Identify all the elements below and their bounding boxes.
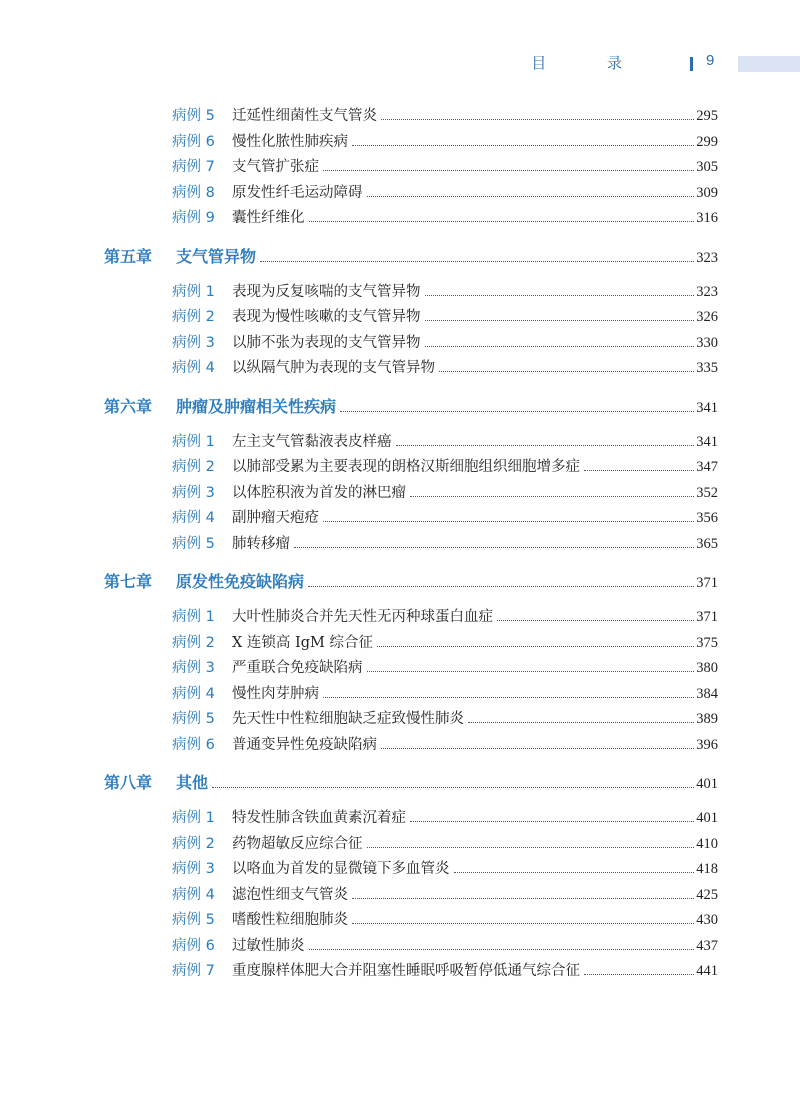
page-ref: 316: [696, 210, 718, 226]
page-ref: 295: [696, 108, 718, 124]
case-title: X 连锁高 IgM 综合征: [232, 634, 374, 651]
toc-case-entry[interactable]: [0, 883, 800, 909]
toc-case-entry[interactable]: [0, 280, 800, 306]
case-number: 病例 7: [172, 159, 215, 175]
chapter-title: 支气管异物: [176, 246, 257, 266]
toc-case-entry[interactable]: [0, 934, 800, 960]
chapter-title: 其他: [176, 773, 209, 792]
page-ref: 356: [696, 510, 718, 526]
case-title: 严重联合免疫缺陷病: [232, 660, 363, 676]
toc-case-entry[interactable]: [0, 733, 800, 759]
case-number: 病例 2: [172, 309, 215, 325]
case-number: 病例 3: [172, 660, 215, 676]
toc-case-entry[interactable]: [0, 181, 800, 207]
toc-case-entry[interactable]: [0, 806, 800, 832]
case-title: 慢性肉芽肿病: [232, 685, 319, 702]
toc-case-entry[interactable]: [0, 155, 800, 181]
case-title: 嗜酸性粒细胞肺炎: [232, 912, 348, 928]
dot-leader: [468, 721, 694, 723]
case-number: 病例 1: [172, 433, 215, 450]
case-number: 病例 1: [172, 609, 215, 625]
case-title: 以咯血为首发的显微镜下多血管炎: [232, 861, 450, 877]
case-title: 以纵隔气肿为表现的支气管异物: [232, 360, 435, 376]
chapter-title: 肿瘤及肿瘤相关性疾病: [176, 396, 337, 416]
case-number: 病例 6: [172, 736, 215, 753]
case-number: 病例 8: [172, 184, 215, 201]
page-ref: 323: [696, 283, 718, 300]
toc-case-entry[interactable]: [0, 206, 800, 232]
dot-leader: [454, 871, 695, 873]
page-ref: 425: [696, 886, 718, 903]
case-number: 病例 7: [172, 963, 215, 979]
case-number: 病例 4: [172, 886, 215, 903]
toc-case-entry[interactable]: [0, 959, 800, 985]
dot-leader: [294, 546, 694, 548]
toc-case-entry[interactable]: [0, 104, 800, 130]
toc-case-entry[interactable]: [0, 656, 800, 682]
toc-chapter-entry[interactable]: [0, 770, 800, 798]
dot-leader: [309, 220, 695, 222]
page-ref: 330: [696, 334, 718, 351]
chapter-number: 第五章: [104, 246, 153, 266]
header-tab-decoration: [738, 56, 800, 72]
section-title: 目 录: [531, 54, 650, 72]
case-title: 以体腔积液为首发的淋巴瘤: [232, 484, 406, 501]
page-ref: 389: [696, 711, 718, 727]
page-ref: 323: [696, 249, 718, 266]
page-header: [0, 52, 800, 76]
page-ref: 365: [696, 535, 718, 552]
dot-leader: [410, 820, 694, 822]
case-number: 病例 5: [172, 108, 215, 124]
case-number: 病例 3: [172, 484, 215, 501]
page-ref: 347: [696, 459, 718, 475]
toc-case-entry[interactable]: [0, 331, 800, 357]
case-number: 病例 2: [172, 459, 215, 475]
page-ref: 375: [696, 634, 718, 651]
dot-leader: [410, 495, 694, 497]
dot-leader: [367, 670, 695, 672]
dot-leader: [309, 948, 695, 950]
page-ref: 401: [696, 776, 718, 792]
case-title: 囊性纤维化: [232, 210, 305, 226]
page-ref: 410: [696, 835, 718, 852]
toc-chapter-entry[interactable]: [0, 244, 800, 272]
case-number: 病例 3: [172, 334, 215, 351]
page-ref: 335: [696, 360, 718, 376]
toc-case-entry[interactable]: [0, 305, 800, 331]
case-title: 以肺部受累为主要表现的朗格汉斯细胞组织细胞增多症: [232, 459, 580, 475]
dot-leader: [584, 973, 694, 975]
dot-leader: [340, 410, 694, 412]
case-title: 以肺不张为表现的支气管异物: [232, 334, 421, 351]
dot-leader: [381, 747, 694, 749]
page-ref: 441: [696, 963, 718, 979]
case-number: 病例 6: [172, 937, 215, 954]
dot-leader: [439, 370, 694, 372]
page-ref: 299: [696, 133, 718, 150]
dot-leader: [425, 294, 695, 296]
toc-chapter-entry[interactable]: [0, 394, 800, 422]
case-title: 重度腺样体肥大合并阻塞性睡眠呼吸暂停低通气综合征: [232, 963, 580, 979]
page-ref: 309: [696, 184, 718, 201]
toc-case-entry[interactable]: [0, 857, 800, 883]
toc-case-entry[interactable]: [0, 356, 800, 382]
page-ref: 341: [696, 433, 718, 450]
case-number: 病例 2: [172, 634, 215, 651]
dot-leader: [497, 619, 694, 621]
dot-leader: [212, 786, 694, 788]
case-title: 大叶性肺炎合并先天性无丙种球蛋白血症: [232, 609, 493, 625]
case-number: 病例 4: [172, 685, 215, 702]
toc-case-entry[interactable]: [0, 682, 800, 708]
case-number: 病例 1: [172, 283, 215, 300]
page-ref: 380: [696, 660, 718, 676]
page-ref: 305: [696, 159, 718, 175]
page-ref: 437: [696, 937, 718, 954]
dot-leader: [352, 144, 694, 146]
chapter-number: 第七章: [104, 572, 153, 591]
page-ref: 396: [696, 736, 718, 753]
page-ref: 401: [696, 810, 718, 826]
case-title: 普通变异性免疫缺陷病: [232, 736, 377, 753]
toc-case-entry[interactable]: [0, 532, 800, 558]
case-title: 表现为慢性咳嗽的支气管异物: [232, 309, 421, 325]
page-ref: 384: [696, 685, 718, 702]
page-ref: 326: [696, 309, 718, 325]
case-title: 肺转移瘤: [232, 535, 290, 552]
case-title: 迁延性细菌性支气管炎: [232, 108, 377, 124]
page-ref: 430: [696, 912, 718, 928]
case-number: 病例 2: [172, 835, 215, 852]
dot-leader: [323, 696, 694, 698]
chapter-title: 原发性免疫缺陷病: [176, 572, 305, 591]
dot-leader: [352, 922, 694, 924]
case-number: 病例 9: [172, 210, 215, 226]
case-title: 特发性肺含铁血黄素沉着症: [232, 810, 406, 826]
table-of-contents: [0, 104, 800, 985]
case-title: 左主支气管黏液表皮样癌: [232, 433, 392, 450]
toc-case-entry[interactable]: [0, 455, 800, 481]
page-ref: 418: [696, 861, 718, 877]
page-ref: 341: [696, 399, 718, 416]
toc-case-entry[interactable]: [0, 707, 800, 733]
toc-chapter-entry[interactable]: [0, 569, 800, 597]
case-title: 药物超敏反应综合征: [232, 835, 363, 852]
case-title: 慢性化脓性肺疾病: [232, 133, 348, 150]
toc-case-entry[interactable]: [0, 832, 800, 858]
dot-leader: [584, 469, 694, 471]
page-ref: 371: [696, 575, 718, 591]
dot-leader: [381, 118, 694, 120]
dot-leader: [396, 444, 695, 446]
dot-leader: [308, 585, 694, 587]
case-number: 病例 3: [172, 861, 215, 877]
case-number: 病例 1: [172, 810, 215, 826]
case-number: 病例 5: [172, 535, 215, 552]
dot-leader: [425, 319, 695, 321]
dot-leader: [425, 345, 695, 347]
case-number: 病例 6: [172, 133, 215, 150]
chapter-number: 第八章: [104, 773, 153, 792]
case-number: 病例 4: [172, 360, 215, 376]
dot-leader: [367, 846, 695, 848]
case-title: 原发性纤毛运动障碍: [232, 184, 363, 201]
case-title: 表现为反复咳喘的支气管异物: [232, 283, 421, 300]
dot-leader: [323, 520, 694, 522]
dot-leader: [377, 645, 694, 647]
toc-case-entry[interactable]: [0, 631, 800, 657]
dot-leader: [352, 897, 694, 899]
case-number: 病例 4: [172, 510, 215, 526]
page-ref: 371: [696, 609, 718, 625]
case-number: 病例 5: [172, 711, 215, 727]
toc-case-entry[interactable]: [0, 908, 800, 934]
header-divider: [690, 57, 693, 71]
dot-leader: [367, 195, 695, 197]
dot-leader: [323, 169, 694, 171]
toc-case-entry[interactable]: [0, 430, 800, 456]
case-number: 病例 5: [172, 912, 215, 928]
toc-case-entry[interactable]: [0, 605, 800, 631]
toc-case-entry[interactable]: [0, 506, 800, 532]
page-ref: 352: [696, 484, 718, 501]
toc-case-entry[interactable]: [0, 481, 800, 507]
chapter-number: 第六章: [104, 396, 153, 416]
case-title: 过敏性肺炎: [232, 937, 305, 954]
toc-case-entry[interactable]: [0, 130, 800, 156]
case-title: 副肿瘤天疱疮: [232, 510, 319, 526]
case-title: 支气管扩张症: [232, 159, 319, 175]
case-title: 先天性中性粒细胞缺乏症致慢性肺炎: [232, 711, 464, 727]
dot-leader: [260, 260, 694, 262]
case-title: 滤泡性细支气管炎: [232, 886, 348, 903]
page-number: 9: [706, 52, 715, 69]
